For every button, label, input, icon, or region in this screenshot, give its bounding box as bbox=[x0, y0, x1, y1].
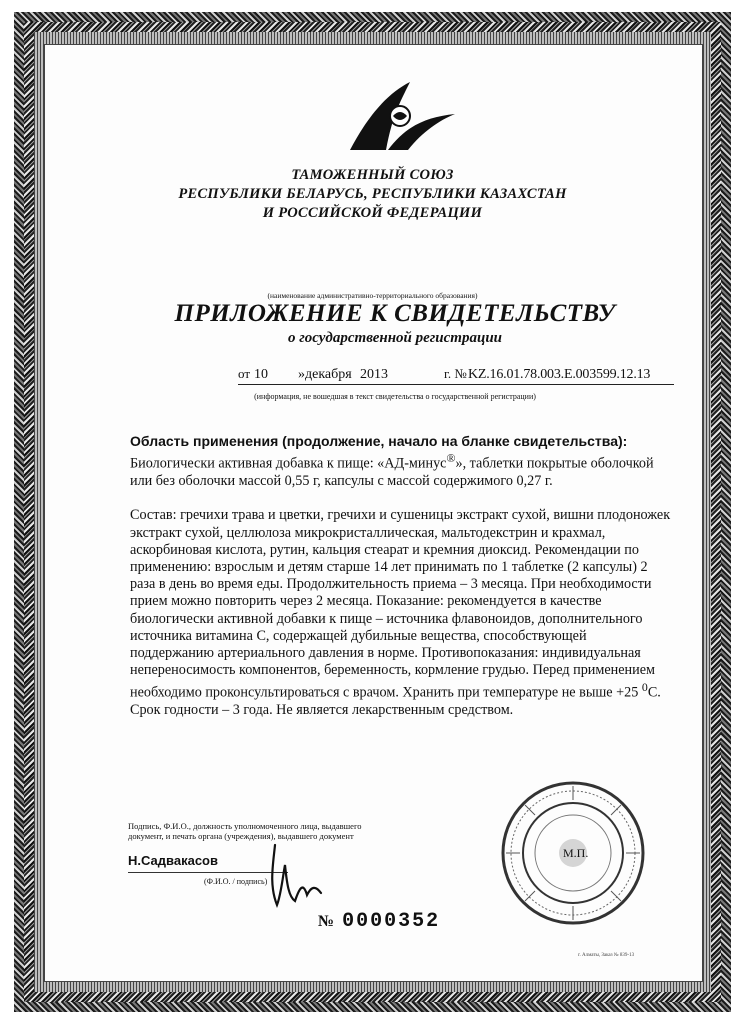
composition-text bbox=[130, 507, 672, 719]
paragraph-gap bbox=[130, 490, 672, 507]
serial-value: 0000352 bbox=[342, 910, 441, 933]
signer-name: Н.Садвакасов bbox=[128, 853, 218, 868]
registration-year: 2013 bbox=[360, 367, 388, 382]
signature-caption: Подпись, Ф.И.О., должность уполномоченного лица, выдавшего документ, и печать органа (учреждения), выдавшего документ bbox=[128, 821, 362, 841]
number-label: г. № bbox=[444, 366, 467, 381]
union-line-3: И РОССИЙСКОЙ ФЕДЕРАЦИИ bbox=[262, 205, 483, 221]
degree-superscript: 0 bbox=[641, 680, 648, 695]
printer-note: г. Алматы, Заказ № 839-13 bbox=[578, 953, 635, 958]
serial-prefix: № bbox=[318, 913, 337, 930]
fio-caption: (Ф.И.О. / подпись) bbox=[204, 877, 268, 886]
serial-number bbox=[318, 910, 440, 933]
document-title: ПРИЛОЖЕНИЕ К СВИДЕТЕЛЬСТВУ bbox=[174, 300, 616, 327]
date-underline bbox=[238, 384, 674, 385]
admin-territory-label: (наименование административно-территориального образования) bbox=[267, 291, 478, 300]
product-text-start: Биологически активная добавка к пище: «АД-минус bbox=[130, 455, 447, 472]
document-body bbox=[130, 433, 672, 720]
registration-month: »декабря bbox=[298, 367, 352, 382]
date-prefix: от bbox=[238, 366, 251, 381]
scope-heading: Область применения (продолжение, начало на бланке свидетельства): bbox=[130, 433, 628, 449]
registration-date-line bbox=[230, 366, 690, 388]
seal-place-label: М.П. bbox=[563, 846, 589, 860]
product-description bbox=[130, 450, 672, 490]
handwritten-signature bbox=[255, 835, 335, 915]
registered-mark: ® bbox=[446, 451, 456, 466]
composition-body: Состав: гречихи трава и цветки, гречихи и сушеницы экстракт сухой, вишни плодоножек экстракт сухой, целлюлоза микрокристаллическая, мальтодекстрин и крахмал, аскорбиновая кислота, рутин, кальция стеарат и кремния диоксид. Рекомендации по применению: взрослым и детям старше 14 лет принимать по 1 таблетке (2 капсулы) 2 раза в день во время еды. Продолжительность приема – 3 месяца. При необходимости прием можно повторить через 2 месяца. Показание: рекомендуется в качестве биологически активной добавки к пище – источника флавоноидов, дополнительного источника витамина С, содержащей дубильные вещества, способствующей поддержанию артериального давления в норме. Противопоказания: индивидуальная непереносимость компонентов, беременность, кормление грудью. Перед применением необходимо проконсультироваться с врачом. Хранить при температуре не выше +25 bbox=[130, 507, 671, 702]
registration-number: KZ.16.01.78.003.E.003599.12.13 bbox=[468, 367, 651, 382]
union-line-1: ТАМОЖЕННЫЙ СОЮЗ bbox=[291, 167, 454, 183]
product-text-end: », таблетки покрытые оболочкой или без оболочки массой 0,55 г, капсулы с массой содержимого 0,27 г. bbox=[130, 455, 654, 490]
storage-text: С. Срок годности – 3 года. Не является лекарственным средством. bbox=[130, 685, 661, 719]
union-line-2: РЕСПУБЛИКИ БЕЛАРУСЬ, РЕСПУБЛИКИ КАЗАХСТАН bbox=[178, 186, 567, 202]
info-label: (информация, не вошедшая в текст свидетельства о государственной регистрации) bbox=[254, 392, 536, 401]
customs-union-logo bbox=[330, 72, 470, 162]
registration-day: 10 bbox=[254, 367, 268, 382]
customs-union-header bbox=[0, 166, 745, 223]
document-subtitle: о государственной регистрации bbox=[287, 330, 503, 346]
